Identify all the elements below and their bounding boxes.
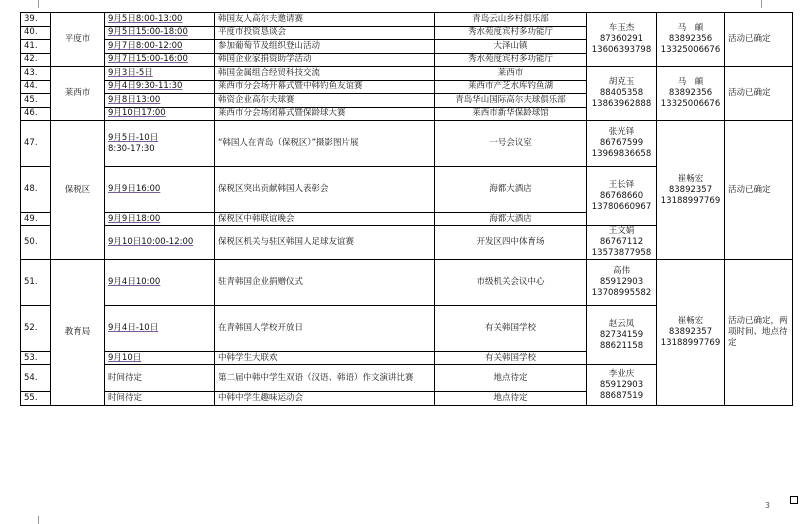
date-text: 时间待定 [108, 372, 143, 383]
venue-cell: 市级机关会议中心 [435, 260, 587, 306]
contact-phone: 85912903 [599, 277, 644, 287]
date-cell [105, 26, 215, 40]
event-cell: 韩国企业家捐资助学活动 [215, 53, 435, 67]
row-number: 50. [21, 226, 51, 260]
contact-name: 胡克玉 [608, 77, 635, 87]
date-cell [105, 121, 215, 167]
status-cell: 活动已确定，两项时间、地点待定 [725, 260, 793, 406]
contact-phone: 82734159 [599, 329, 644, 340]
contact-name: 李业庆 [608, 368, 635, 379]
date-text: 9月10日17:00 [108, 108, 166, 119]
event-cell: 保税区中韩联谊晚会 [215, 213, 435, 226]
date-cell [105, 352, 215, 365]
contact-phone: 13780660967 [591, 201, 652, 212]
event-cell: 平度市投资恳谈会 [215, 26, 435, 40]
district-cell: 平度市 [51, 13, 105, 67]
coordinator-contact [657, 13, 725, 67]
table-row [21, 67, 793, 81]
district-contact [587, 167, 657, 226]
contact-phone: 13188997769 [660, 338, 721, 348]
date-text: 9月5日15:00-18:00 [108, 27, 188, 38]
date-cell [105, 94, 215, 108]
row-number: 52. [21, 306, 51, 352]
district-contact [587, 13, 657, 67]
venue-cell: 一号会议室 [435, 121, 587, 167]
contact-phone: 83892356 [668, 88, 713, 98]
row-number: 43. [21, 67, 51, 81]
row-number: 48. [21, 167, 51, 213]
district-contact [587, 67, 657, 121]
status-cell: 活动已确定 [725, 13, 793, 67]
event-cell: “韩国人在青岛（保税区）”摄影图片展 [215, 121, 435, 167]
date-text: 9月8日13:00 [108, 94, 161, 105]
row-number: 47. [21, 121, 51, 167]
contact-phone: 13573877958 [591, 248, 652, 258]
event-cell: 保税区突出贡献韩国人表彰会 [215, 167, 435, 213]
event-cell: 韩国金属组合经贸科技交流 [215, 67, 435, 81]
district-cell: 教育局 [51, 260, 105, 406]
venue-cell: 地点待定 [435, 365, 587, 392]
district-contact [587, 121, 657, 167]
district-cell: 莱西市 [51, 67, 105, 121]
contact-phone: 86767112 [599, 237, 644, 247]
date-cell [105, 260, 215, 306]
contact-phone: 83892357 [668, 184, 713, 195]
date-text: 9月10日10:00-12:00 [108, 237, 194, 247]
contact-phone: 83892357 [668, 327, 713, 337]
event-cell: 第二届中韩中学生双语（汉语、韩语）作文演讲比赛 [215, 365, 435, 392]
contact-phone: 86767599 [599, 138, 644, 148]
venue-cell: 青岛云山乡村俱乐部 [435, 13, 587, 27]
district-contact [587, 260, 657, 306]
table-row [21, 13, 793, 27]
venue-cell: 莱西市新华保龄球馆 [435, 107, 587, 121]
date-cell [105, 13, 215, 27]
venue-cell: 大泽山镇 [435, 40, 587, 54]
row-number: 46. [21, 107, 51, 121]
venue-cell: 秀水苑度宾村多功能厅 [435, 26, 587, 40]
contact-phone: 85912903 [599, 379, 644, 390]
contact-name: 马 頔 [677, 77, 704, 87]
row-number: 45. [21, 94, 51, 108]
date-text: 9月4日10:00 [108, 277, 161, 287]
status-cell: 活动已确定 [725, 121, 793, 260]
venue-cell: 秀水苑度宾村多功能厅 [435, 53, 587, 67]
contact-name: 崔畅宏 [677, 173, 704, 184]
date-text: 9月9日16:00 [108, 184, 161, 194]
contact-name: 王长铎 [608, 179, 635, 190]
contact-name: 车玉杰 [608, 23, 635, 33]
date-text: 9月3日-5日 [108, 67, 153, 78]
status-cell: 活动已确定 [725, 67, 793, 121]
date-cell [105, 167, 215, 213]
table-resize-handle[interactable] [790, 496, 798, 504]
page-number: 3 [764, 501, 770, 510]
schedule-sheet [20, 12, 792, 406]
contact-phone: 13969836658 [591, 149, 652, 159]
venue-cell: 有关韩国学校 [435, 352, 587, 365]
venue-cell: 有关韩国学校 [435, 306, 587, 352]
coordinator-contact [657, 260, 725, 406]
row-number: 42. [21, 53, 51, 67]
date-cell [105, 392, 215, 406]
contact-phone: 86768660 [599, 190, 644, 201]
coordinator-contact [657, 67, 725, 121]
row-number: 49. [21, 213, 51, 226]
coordinator-contact [657, 121, 725, 260]
date-cell [105, 80, 215, 94]
date-cell [105, 107, 215, 121]
date-text: 9月5日8:00-13:00 [108, 13, 183, 24]
event-cell: 驻青韩国企业捐赠仪式 [215, 260, 435, 306]
contact-phone: 13708995582 [591, 288, 652, 298]
contact-name: 马 頔 [677, 23, 704, 33]
event-cell: 保税区机关与驻区韩国人足球友谊赛 [215, 226, 435, 260]
row-number: 53. [21, 352, 51, 365]
date-text: 9月7日15:00-16:00 [108, 54, 188, 65]
district-contact [587, 306, 657, 365]
date-cell [105, 365, 215, 392]
date-text: 9月4日-10日 [108, 323, 159, 333]
contact-phone: 83892356 [668, 34, 713, 44]
date-text: 9月9日18:00 [108, 213, 161, 224]
event-cell: 中韩学生大联欢 [215, 352, 435, 365]
date-text: 9月7日8:00-12:00 [108, 40, 183, 51]
row-number: 54. [21, 365, 51, 392]
date-cell [105, 213, 215, 226]
date-cell [105, 67, 215, 81]
row-number: 51. [21, 260, 51, 306]
contact-name: 张光铎 [608, 127, 635, 137]
district-contact [587, 365, 657, 406]
row-number: 41. [21, 40, 51, 54]
row-number: 44. [21, 80, 51, 94]
event-cell: 莱西市分会场闭幕式暨保龄球大赛 [215, 107, 435, 121]
date-cell [105, 226, 215, 260]
contact-name: 高伟 [612, 266, 630, 276]
row-number: 39. [21, 13, 51, 27]
contact-name: 崔畅宏 [677, 316, 704, 326]
event-cell: 韩资企业高尔夫球赛 [215, 94, 435, 108]
row-number: 40. [21, 26, 51, 40]
district-cell: 保税区 [51, 121, 105, 260]
contact-name: 赵云凤 [608, 318, 635, 329]
district-contact [587, 226, 657, 260]
time-text: 8:30-17:30 [108, 143, 155, 154]
contact-phone: 13325006676 [660, 99, 721, 109]
date-text: 9月5日-10日 [108, 132, 159, 143]
contact-phone: 13325006676 [660, 45, 721, 55]
venue-cell: 海都大酒店 [435, 167, 587, 213]
contact-phone: 88687519 [599, 390, 644, 401]
venue-cell: 地点待定 [435, 392, 587, 406]
event-cell: 中韩中学生趣味运动会 [215, 392, 435, 406]
venue-cell: 莱西市产芝水库钓鱼湖 [435, 80, 587, 94]
venue-cell: 海都大酒店 [435, 213, 587, 226]
date-text: 9月10日 [108, 352, 142, 363]
contact-phone: 87360291 [599, 34, 644, 44]
date-text: 9月4日9:30-11:30 [108, 81, 183, 92]
contact-phone: 88405358 [599, 88, 644, 98]
row-number: 55. [21, 392, 51, 406]
venue-cell: 莱西市 [435, 67, 587, 81]
table-row [21, 121, 793, 167]
contact-phone: 13188997769 [660, 195, 721, 206]
event-schedule-table [20, 12, 793, 406]
contact-phone: 13606393798 [591, 45, 652, 55]
event-cell: 在青韩国人学校开放日 [215, 306, 435, 352]
event-cell: 莱西市分会场开幕式暨中韩钓鱼友谊赛 [215, 80, 435, 94]
venue-cell: 开发区四中体育场 [435, 226, 587, 260]
date-cell [105, 53, 215, 67]
contact-phone: 88621158 [599, 340, 644, 351]
contact-name: 王文娟 [608, 226, 635, 236]
event-cell: 韩国友人高尔夫邀请赛 [215, 13, 435, 27]
table-row [21, 260, 793, 306]
date-cell [105, 40, 215, 54]
event-cell: 参加葡萄节及组织登山活动 [215, 40, 435, 54]
date-cell [105, 306, 215, 352]
venue-cell: 青岛华山国际高尔夫球俱乐部 [435, 94, 587, 108]
date-text: 时间待定 [108, 393, 143, 403]
contact-phone: 13863962888 [591, 99, 652, 109]
